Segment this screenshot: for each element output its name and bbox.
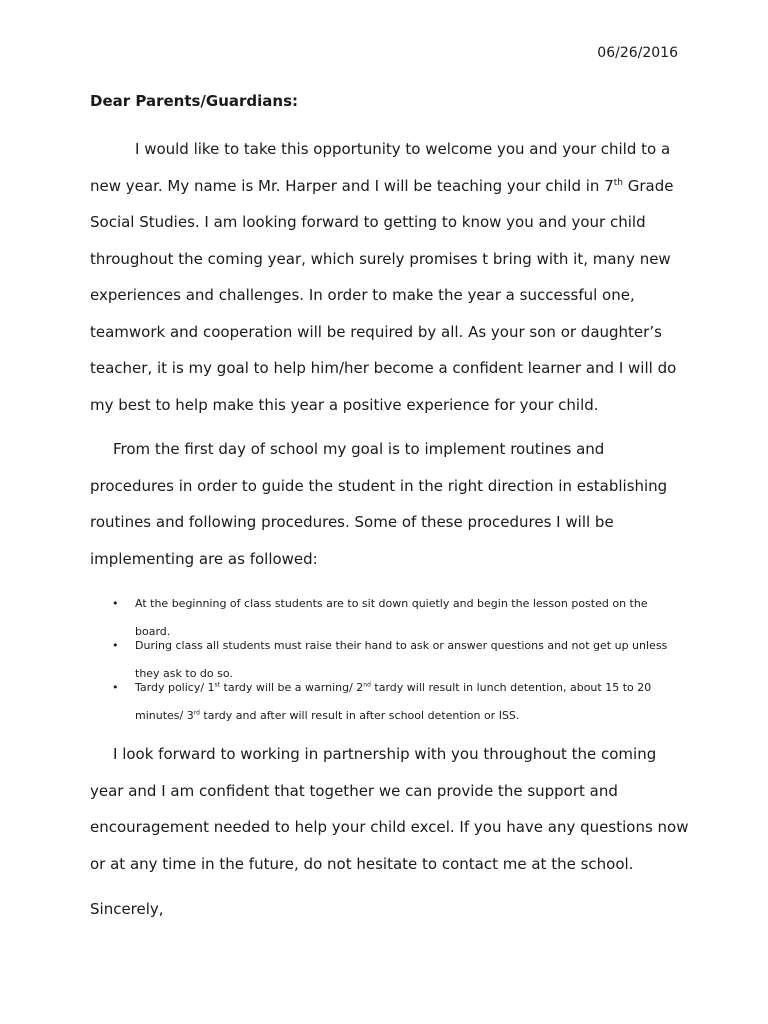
ordinal-suffix: st	[214, 681, 221, 689]
paragraph-procedures: From the first day of school my goal is to implement routines and procedures in order to guide the student in the right direction in establishing routines and following procedures. Some of these procedures I will be implementing are as followed:	[90, 440, 668, 568]
list-item-text-1: Tardy policy/ 1	[135, 681, 215, 694]
letter-date: 06/26/2016	[597, 45, 678, 61]
paragraph-partnership: I look forward to working in partnership with you throughout the coming year and I am confident that together we can provide the support and encouragement needed to help your child excel. If you have any questions now or at any time in the future, do not hesitate to contact me at the school.	[90, 745, 689, 873]
list-item	[90, 590, 680, 638]
paragraph-welcome-text-1: I would like to take this opportunity to welcome you and your child to a new year. My name is Mr. Harper and I will be teaching your child in 7	[90, 140, 671, 195]
ordinal-suffix: th	[613, 177, 623, 188]
list-item	[90, 674, 680, 730]
list-item-text: At the beginning of class students are to sit down quietly and begin the lesson posted on the board.	[135, 597, 648, 638]
closing: Sincerely,	[90, 900, 164, 918]
list-item	[90, 632, 680, 680]
ordinal-suffix: rd	[193, 709, 200, 717]
list-item-text-2: tardy will be a warning/ 2	[220, 681, 364, 694]
paragraph-welcome-text-2: Grade Social Studies. I am looking forward to getting to know you and your child throughout the coming year, which surely promises t bring with it, many new experiences and challenges. In order to make the year a successful one, teamwork and cooperation will be required by all. As your son or daughter’s teacher, it is my goal to help him/her become a confident learner and I will do my best to help make this year a positive experience for your child.	[90, 176, 677, 414]
bullet-icon: •	[112, 681, 119, 694]
procedures-list	[90, 590, 680, 730]
paragraph-welcome	[90, 131, 690, 423]
list-item-text-4: tardy and after will result in after school detention or ISS.	[199, 709, 520, 722]
list-item-text-3: tardy will result in lunch detention, about 15 to 20 minutes/ 3	[135, 681, 652, 722]
bullet-icon: •	[112, 639, 119, 652]
ordinal-suffix: nd	[363, 681, 371, 689]
bullet-icon: •	[112, 597, 119, 610]
list-item-text: During class all students must raise their hand to ask or answer questions and not get up unless they ask to do so.	[135, 639, 668, 680]
salutation: Dear Parents/Guardians:	[90, 92, 299, 110]
